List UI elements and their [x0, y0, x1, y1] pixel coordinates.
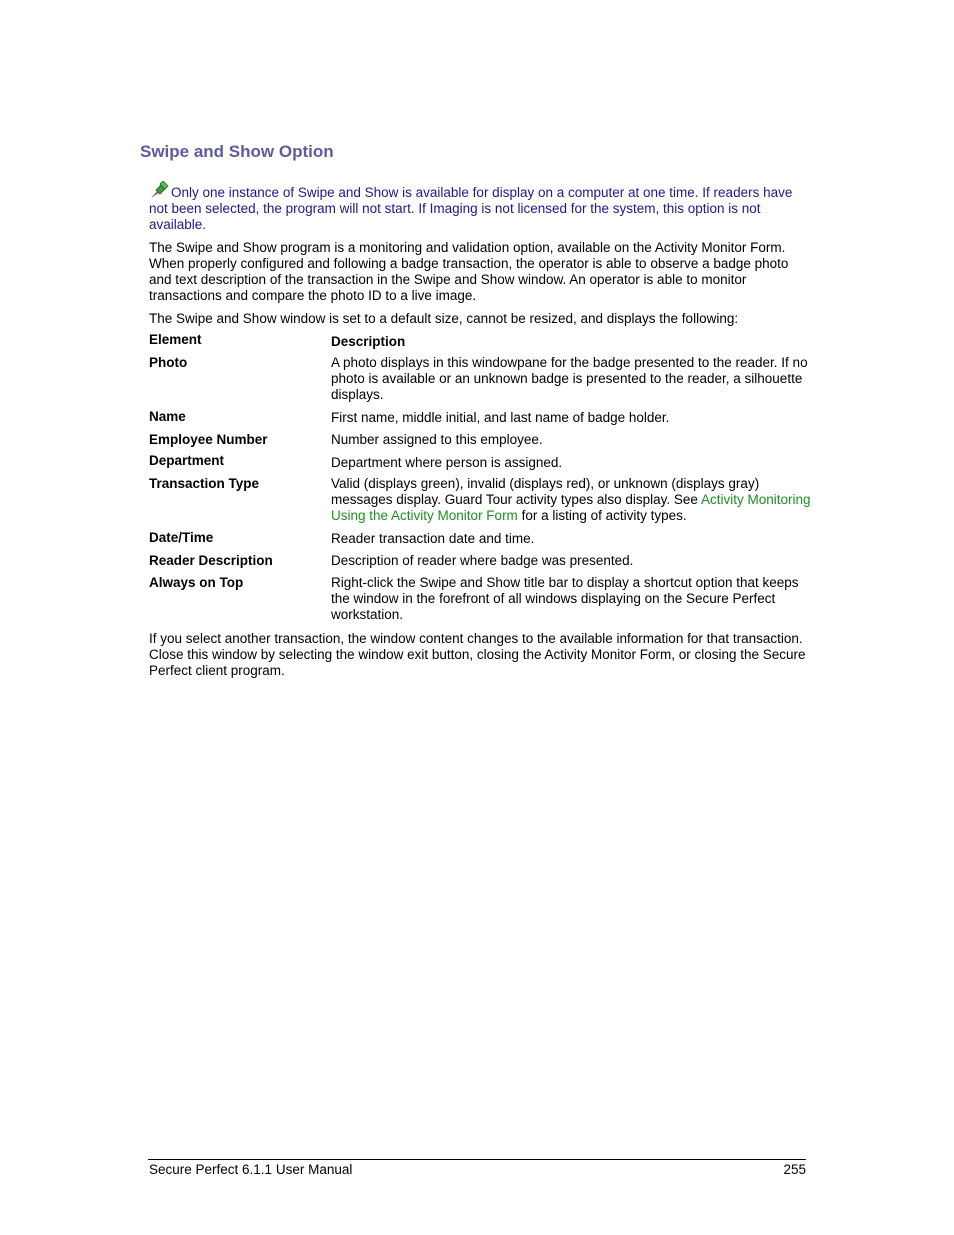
table-row	[149, 476, 814, 530]
row-description-text: for a listing of activity types.	[517, 508, 687, 523]
row-element: Transaction Type	[149, 476, 260, 491]
row-element: Always on Top	[149, 575, 244, 590]
table-row	[149, 453, 814, 476]
row-element: Department	[149, 453, 225, 468]
row-element: Date/Time	[149, 530, 214, 545]
row-description: Right-click the Swipe and Show title bar to display a shortcut option that keeps the window in the forefront of all windows displaying on the Secure Perfect workstation.	[331, 575, 799, 622]
row-element: Name	[149, 409, 186, 424]
row-description: First name, middle initial, and last name of badge holder.	[331, 410, 670, 425]
section-heading: Swipe and Show Option	[140, 142, 334, 161]
note-text: Only one instance of Swipe and Show is available for display on a computer at one time. If readers have not been selected, the program will not start. If Imaging is not licensed for the system, this option is not available.	[149, 185, 793, 232]
activity-monitoring-link[interactable]: Activity Monitoring Using the Activity Monitor Form	[331, 492, 811, 523]
column-header-element: Element	[149, 332, 202, 347]
row-element: Employee Number	[149, 432, 268, 447]
row-element: Photo	[149, 355, 188, 370]
row-description: Reader transaction date and time.	[331, 531, 535, 546]
row-description-text: Valid (displays green), invalid (displays red), or unknown (displays gray) messages display. Guard Tour activity types also display. See	[331, 476, 760, 507]
column-header-description: Description	[331, 334, 406, 349]
intro-paragraph: The Swipe and Show program is a monitoring and validation option, available on the Activity Monitor Form. When properly configured and following a badge transaction, the operator is able to observe a badge photo and text description of the transaction in the Swipe and Show window. An operator is able to monitor transactions and compare the photo ID to a live image.	[149, 240, 789, 303]
element-description-table	[149, 332, 814, 628]
table-row	[149, 530, 814, 552]
footer-divider	[148, 1159, 806, 1160]
window-description-paragraph: The Swipe and Show window is set to a default size, cannot be resized, and displays the following:	[149, 311, 739, 326]
table-row	[149, 574, 814, 628]
footer-manual-title: Secure Perfect 6.1.1 User Manual	[149, 1162, 353, 1177]
row-description: Department where person is assigned.	[331, 455, 563, 470]
table-row	[149, 552, 814, 574]
row-description: Number assigned to this employee.	[331, 432, 543, 447]
table-row	[149, 431, 814, 453]
note-block	[149, 181, 814, 233]
footer-page-number: 255	[783, 1162, 806, 1177]
row-description	[331, 476, 813, 524]
table-header-row	[149, 332, 814, 355]
row-description: A photo displays in this windowpane for the badge presented to the reader. If no photo is available or an unknown badge is presented to the reader, a silhouette displays.	[331, 355, 808, 402]
row-description: Description of reader where badge was presented.	[331, 553, 634, 568]
table-row	[149, 355, 814, 409]
closing-paragraph: If you select another transaction, the window content changes to the available information for that transaction. Close this window by selecting the window exit button, closing the Activity Monitor Form, or closing the Secure Perfect client program.	[149, 631, 806, 678]
table-row	[149, 409, 814, 431]
pushpin-note-icon	[149, 181, 169, 199]
row-element: Reader Description	[149, 553, 273, 568]
